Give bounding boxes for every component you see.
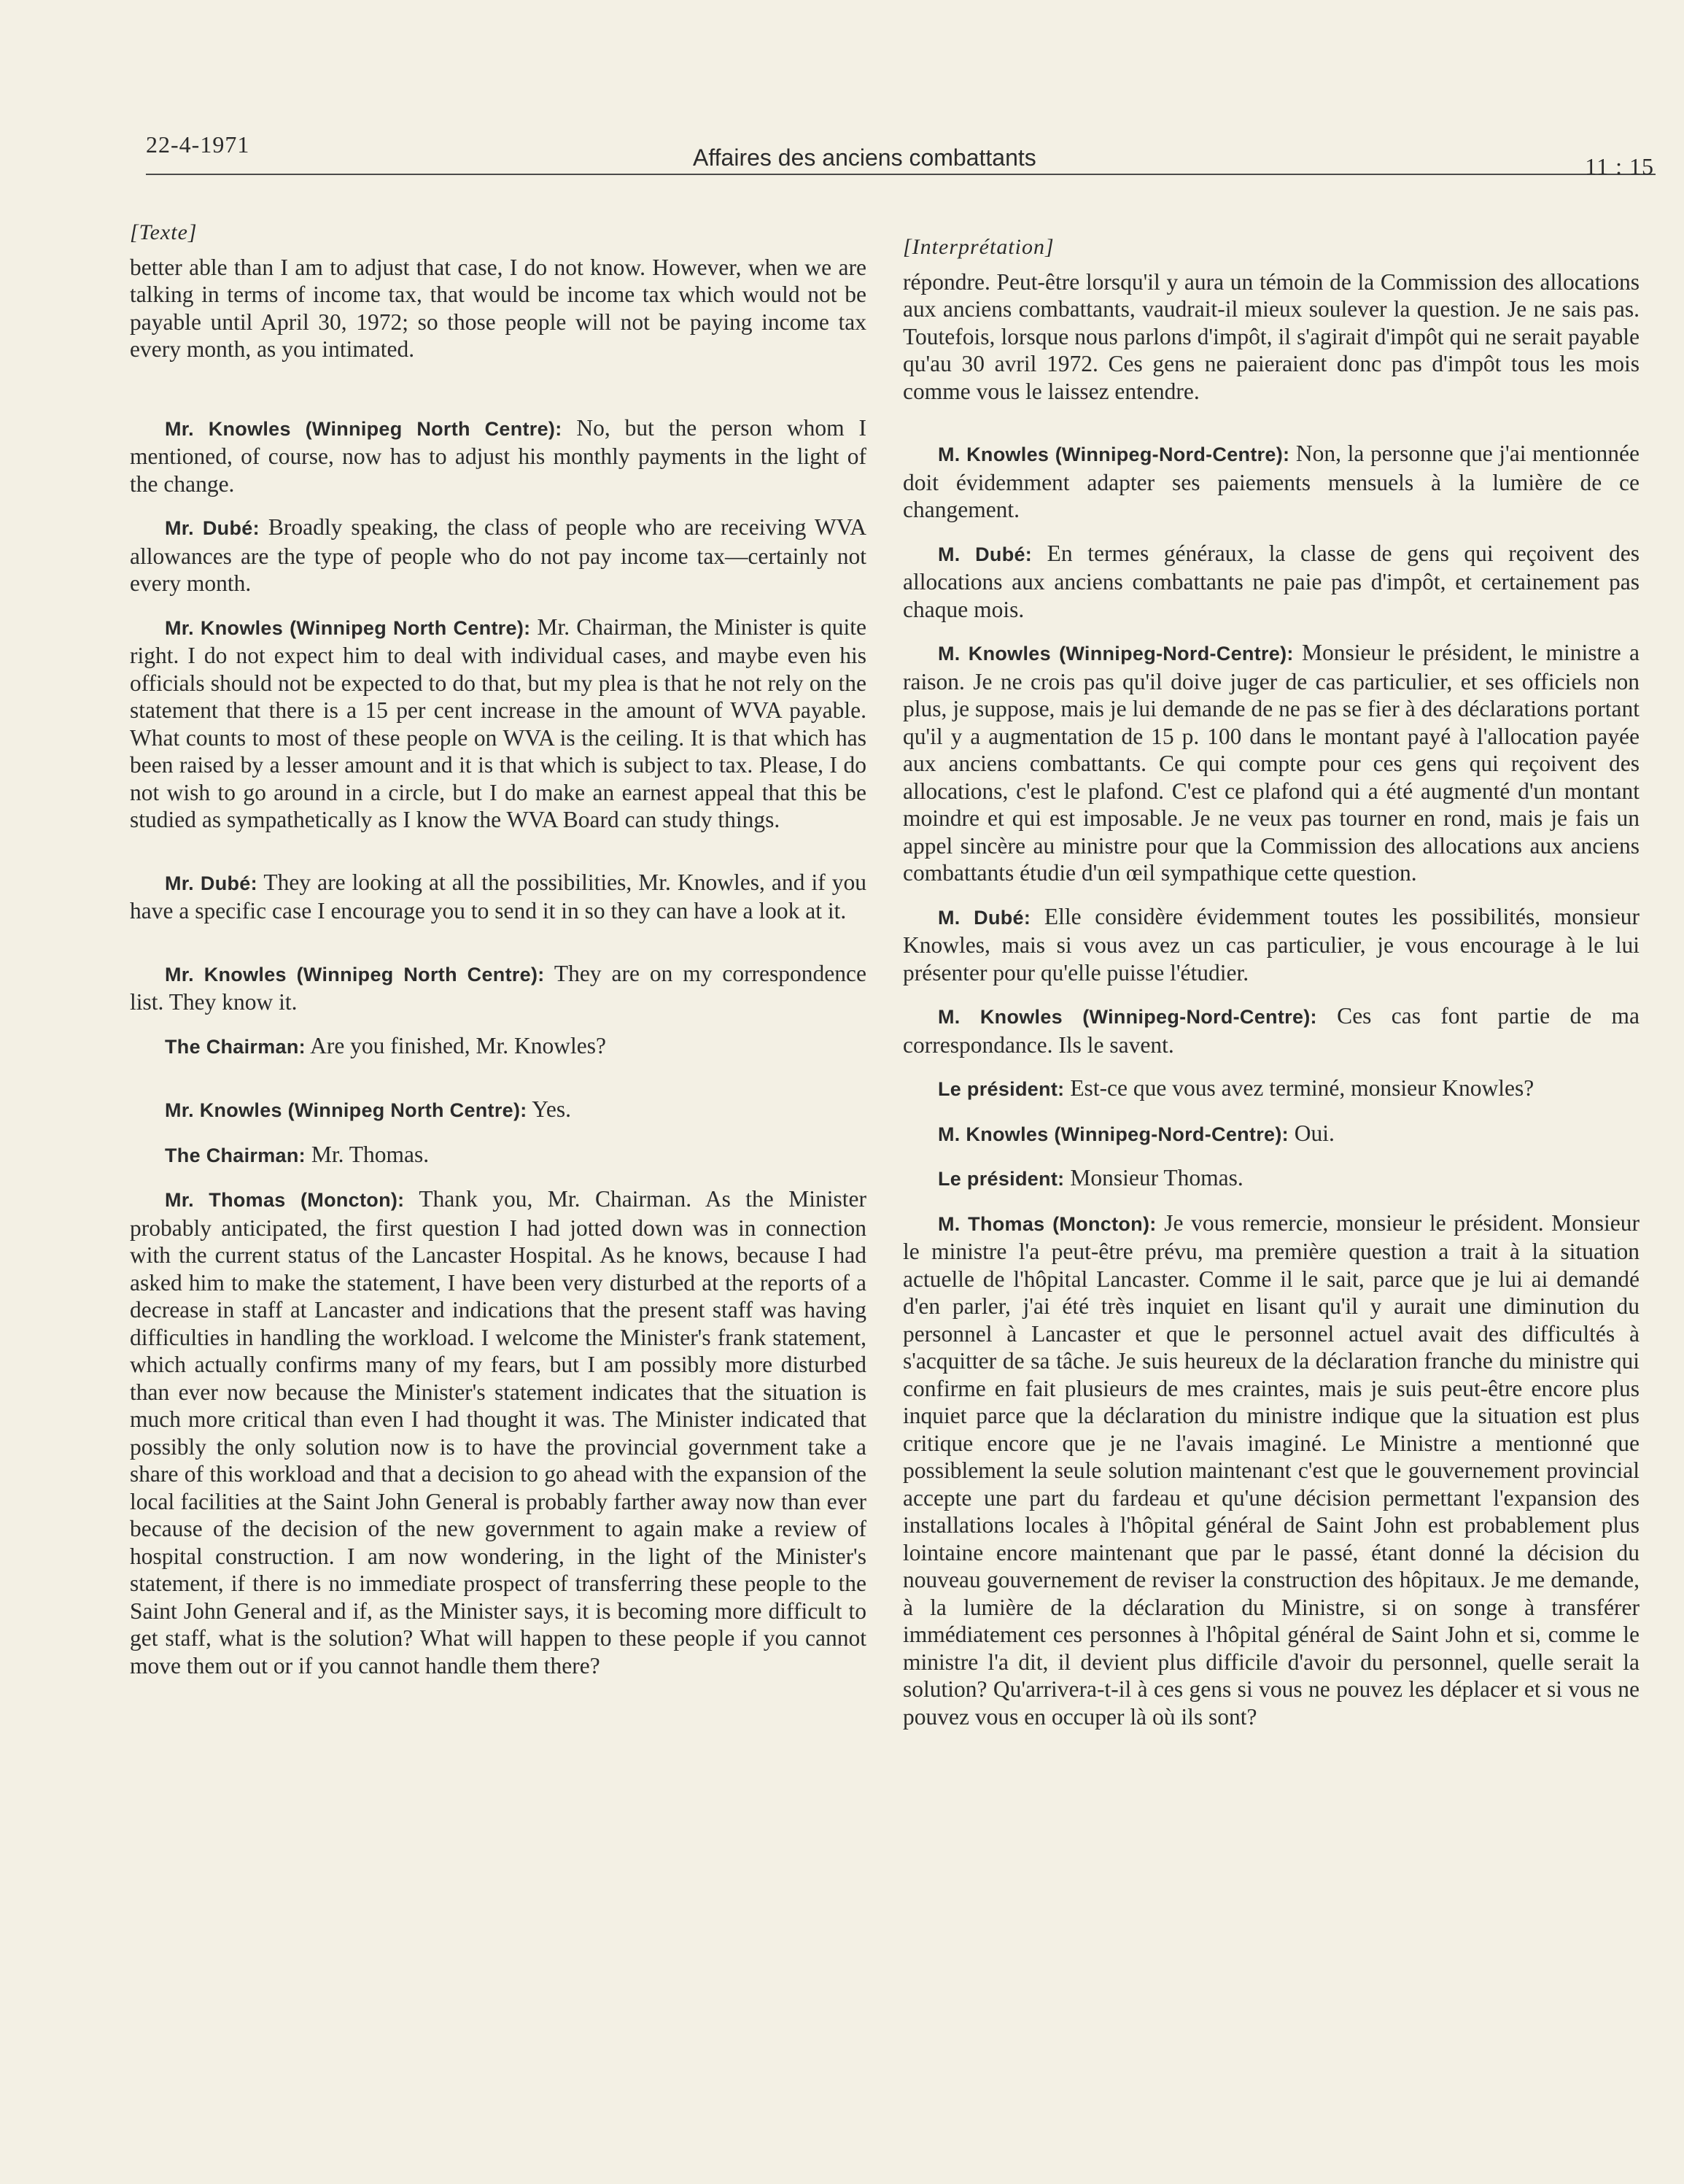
speech-text: Monsieur Thomas. bbox=[1064, 1165, 1243, 1190]
speaker-turn bbox=[130, 960, 866, 1016]
speaker-name: Mr. Dubé: bbox=[165, 872, 257, 894]
speaker-turn bbox=[903, 1120, 1640, 1149]
paragraph: répondre. Peut-être lorsqu'il y aura un témoin de la Commission des allocations aux anciens combattants, vaudrait-il mieux soulever la question. Je ne sais pas. Toutefois, lorsque nous parlons d'impôt, il s'agirait d'impôt qui ne serait payable qu'au 30 avril 1972. Ces gens ne paieraient donc pas d'impôt tous les mois comme vous le laissez entendre. bbox=[903, 268, 1640, 404]
speaker-name: Le président: bbox=[938, 1078, 1065, 1100]
speech-text: Broadly speaking, the class of people who are receiving WVA allowances are the type of people who do not pay income tax—certainly not every month. bbox=[130, 514, 867, 596]
speaker-turn bbox=[130, 514, 866, 597]
speaker-turn bbox=[130, 1141, 866, 1170]
speech-text: Elle considère évidemment toutes les possibilités, monsieur Knowles, mais si vous avez un cas particulier, je vous encourage à le lui présenter pour qu'elle puisse l'étudier. bbox=[903, 903, 1640, 985]
column-tag-interpretation: [Interprétation] bbox=[903, 235, 1055, 259]
speaker-turn bbox=[903, 1209, 1640, 1731]
speaker-name: M. Thomas (Moncton): bbox=[938, 1212, 1157, 1235]
speaker-name: Mr. Thomas (Moncton): bbox=[165, 1189, 405, 1211]
speaker-name: M. Knowles (Winnipeg-Nord-Centre): bbox=[938, 1006, 1317, 1028]
speaker-turn bbox=[130, 869, 866, 925]
speaker-turn bbox=[903, 903, 1640, 987]
speaker-turn bbox=[903, 440, 1640, 524]
speech-text: They are on my correspondence list. They know it. bbox=[130, 960, 866, 1015]
speaker-name: Mr. Dubé: bbox=[165, 517, 260, 539]
speaker-name: M. Knowles (Winnipeg-Nord-Centre): bbox=[938, 643, 1294, 665]
header-page-number: 11 : 15 bbox=[1585, 153, 1654, 179]
speech-text: Mr. Thomas. bbox=[305, 1141, 430, 1167]
speaker-turn bbox=[903, 1002, 1640, 1058]
paragraph: better able than I am to adjust that case, I do not know. However, when we are talking in terms of income tax, that would be income tax which would not be payable until April 30, 1972; so those people will not be paying income tax every month, as you intimated. bbox=[130, 254, 866, 362]
speaker-turn bbox=[903, 1164, 1640, 1193]
speaker-turn bbox=[903, 540, 1640, 624]
speaker-name: M. Dubé: bbox=[938, 906, 1031, 929]
speaker-turn bbox=[903, 1074, 1640, 1104]
speech-text: Je vous remercie, monsieur le président. Monsieur le ministre l'a peut-être prévu, ma première question a trait à la situation actuelle de l'hôpital Lancaster. Comme il le sait, parce que je lui ai demandé d'en parler, j'ai été très inquiet en lisant qu'il y aurait une diminution du personnel à Lancaster et que le personnel actuel avait des difficultés à s'acquitter de sa tâche. Je suis heureux de la déclaration franche du ministre qui confirme en fait plusieurs de mes craintes, mais je suis peut-être encore plus inquiet parce que la déclaration du ministre indique que la situation est plus critique encore que je ne l'avais imaginé. Le Ministre a mentionné que possiblement la seule solution maintenant c'est que le gouvernement provincial accepte une part du fardeau et qu'une décision permettant l'expansion des installations locales à l'hôpital général de Saint John est probablement plus lointaine encore maintenant que par le passé, étant donné la décision du nouveau gouvernement de reviser la construction des hôpitaux. Je me demande, à la lumière de la déclaration du Ministre, si on songe à transférer immédiatement ces personnes à l'hôpital général de Saint John et si, comme le ministre l'a dit, il devient plus difficile d'avoir du personnel, quelle serait la solution? Qu'arrivera-t-il à ces gens si vous ne pouvez les déplacer et si vous ne pouvez vous en occuper là où ils sont? bbox=[903, 1209, 1640, 1730]
speaker-name: M. Dubé: bbox=[938, 543, 1033, 565]
speaker-name: Le président: bbox=[938, 1168, 1065, 1190]
speaker-name: Mr. Knowles (Winnipeg North Centre): bbox=[165, 1099, 527, 1121]
french-column bbox=[903, 219, 1640, 1746]
speaker-turn bbox=[903, 639, 1640, 887]
speaker-turn bbox=[130, 1032, 866, 1061]
speech-text: En termes généraux, la classe de gens qui reçoivent des allocations aux anciens combattants ne paie pas d'impôt, et certainement pas chaque mois. bbox=[903, 540, 1640, 622]
speech-text: Est-ce que vous avez terminé, monsieur Knowles? bbox=[1064, 1075, 1534, 1101]
speaker-name: Mr. Knowles (Winnipeg North Centre): bbox=[165, 963, 545, 985]
speech-text: Monsieur le président, le ministre a raison. Je ne crois pas qu'il doive juger de cas particulier, et ses officiels non plus, je suppose, mais je lui demande de ne pas se fier à des déclarations portant qu'il y a augmentation de 15 p. 100 dans le montant payé à l'allocation payée aux anciens combattants. Ce qui compte pour ces gens qui reçoivent des allocations, c'est le plafond. C'est ce plafond qui a été augmenté d'un montant moindre et qui est imposable. Je ne veux pas tourner en rond, mais je fais un appel sincère au ministre pour que la Commission des allocations aux anciens combattants étudie d'un œil sympathique cette question. bbox=[903, 640, 1640, 886]
speech-text: Thank you, Mr. Chairman. As the Minister probably anticipated, the first question I had jotted down was in connection with the current status of the Lancaster Hospital. As he knows, because I had asked him to make the statement, I have been very disturbed at the reports of a decrease in staff at Lancaster and indications that the present staff was having difficulties in handling the workload. I welcome the Minister's frank statement, which actually confirms many of my fears, but I am possibly more disturbed than ever now because the Minister's statement indicates that the situation is much more critical than even I had thought it was. The Minister indicated that possibly the only solution now is to have the provincial government take a share of this workload and that a decision to go ahead with the expansion of the local facilities at the Saint John General is probably farther away now than ever because of the decision of the new government to again make a review of hospital construction. I am now wondering, in the light of the Minister's statement, if there is no immediate prospect of transferring these people to the Saint John General and if, as the Minister says, it is becoming more difficult to get staff, what is the solution? What will happen to these people if you cannot move them out or if you cannot handle them there? bbox=[130, 1186, 866, 1678]
speech-text: They are looking at all the possibilities, Mr. Knowles, and if you have a specific case I encourage you to send it in so they can have a look at it. bbox=[130, 869, 866, 923]
speaker-name: M. Knowles (Winnipeg-Nord-Centre): bbox=[938, 1123, 1289, 1145]
speech-text: Non, la personne que j'ai mentionnée doit évidemment adapter ses paiements mensuels à la lumière de ce changement. bbox=[903, 441, 1640, 522]
speaker-turn bbox=[130, 1185, 866, 1679]
header-date: 22-4-1971 bbox=[146, 131, 250, 158]
speaker-turn bbox=[130, 613, 866, 834]
speaker-turn bbox=[130, 1096, 866, 1125]
speech-text: Ces cas font partie de ma correspondance. Ils le savent. bbox=[903, 1003, 1640, 1058]
speaker-name: Mr. Knowles (Winnipeg North Centre): bbox=[165, 417, 562, 440]
speaker-name: The Chairman: bbox=[165, 1035, 306, 1058]
speaker-name: Mr. Knowles (Winnipeg North Centre): bbox=[165, 616, 531, 639]
speaker-name: M. Knowles (Winnipeg-Nord-Centre): bbox=[938, 444, 1290, 465]
speech-text: Mr. Chairman, the Minister is quite right. I do not expect him to deal with individual cases, and maybe even his officials should not be expected to do that, but my plea is that he not rely on the statement that there is a 15 per cent increase in the amount of WVA payable. What counts to most of these people on WVA is the ceiling. It is that which has been raised by a lesser amount and it is that which is subject to tax. Please, I do not wish to go around in a circle, but I do make an earnest appeal that this be studied as sympathetically as I know the WVA Board can study things. bbox=[130, 613, 866, 832]
speech-text: Are you finished, Mr. Knowles? bbox=[305, 1032, 607, 1058]
speaker-name: The Chairman: bbox=[165, 1144, 306, 1166]
speech-text: Yes. bbox=[527, 1096, 571, 1122]
header-title: Affaires des anciens combattants bbox=[693, 144, 1036, 171]
english-column bbox=[130, 219, 866, 1695]
page-header bbox=[146, 128, 1656, 179]
column-tag-texte: [Texte] bbox=[130, 220, 198, 244]
speaker-turn bbox=[130, 414, 866, 498]
speech-text: No, but the person whom I mentioned, of course, now has to adjust his monthly payments in the light of the change. bbox=[130, 414, 866, 497]
speech-text: Oui. bbox=[1288, 1120, 1335, 1146]
